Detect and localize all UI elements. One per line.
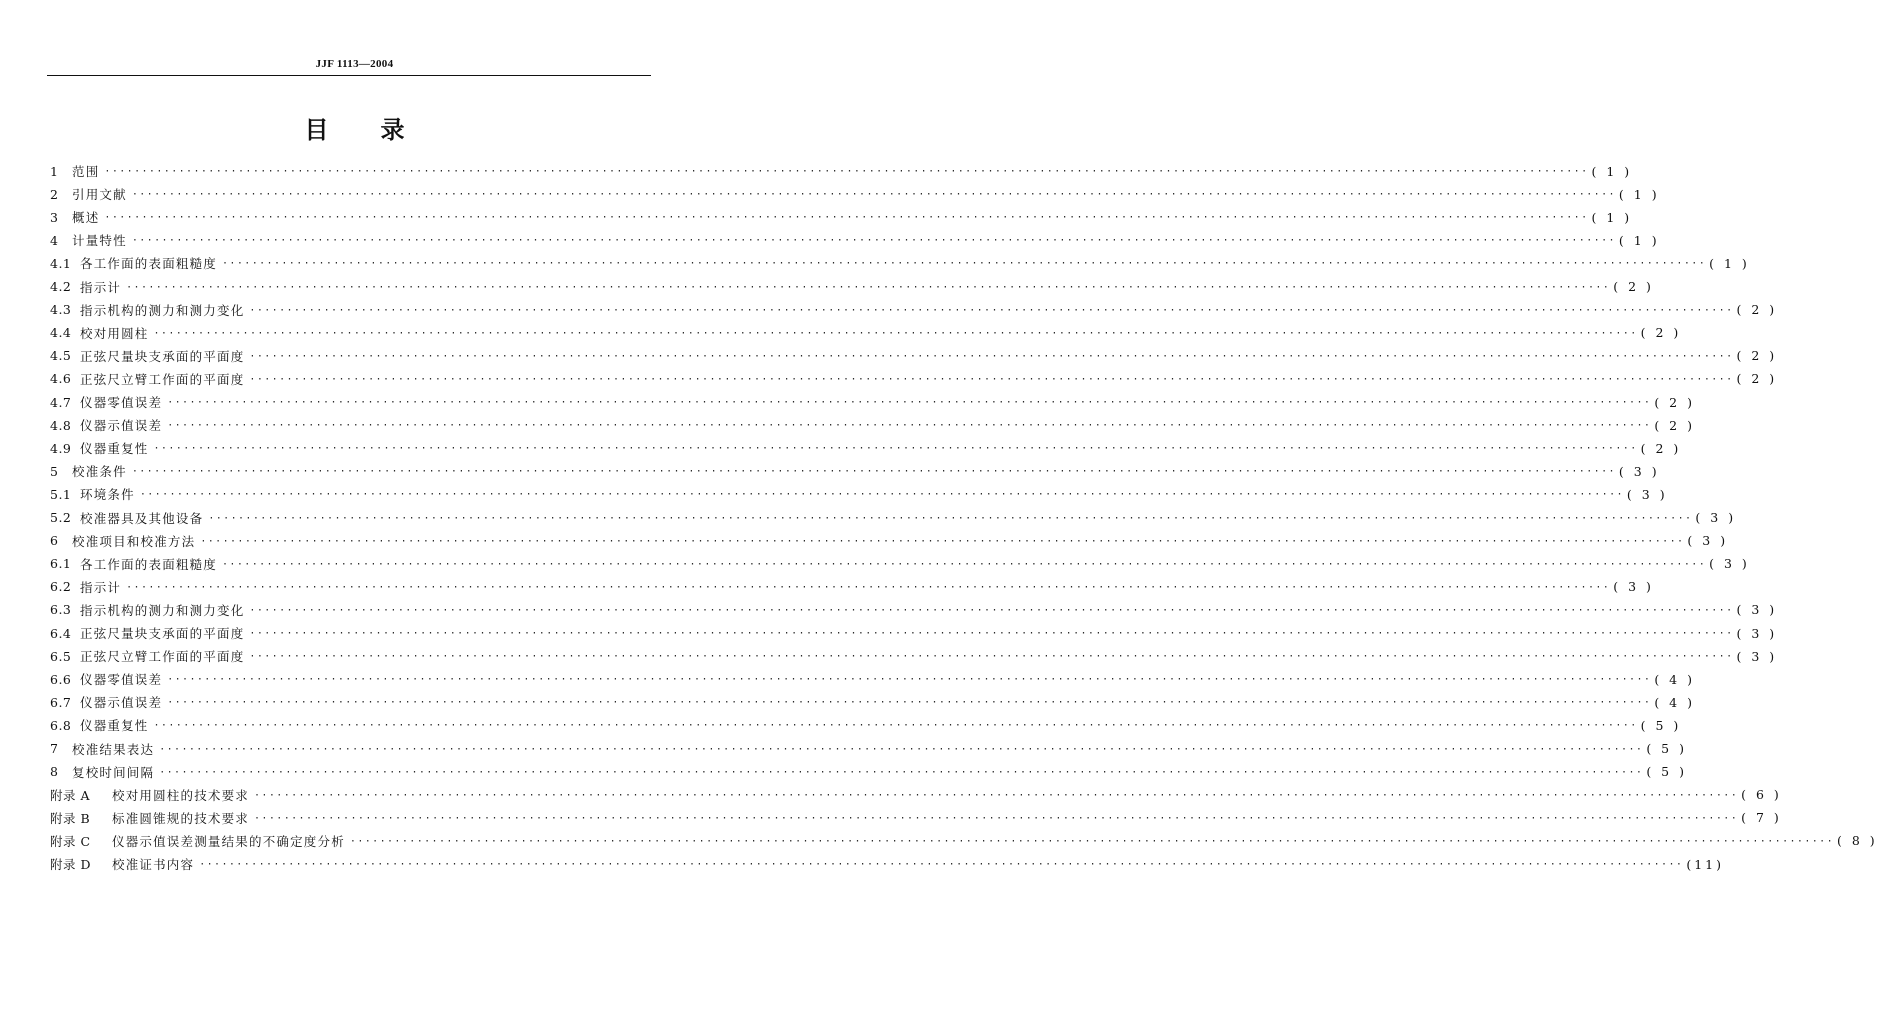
toc-entry xyxy=(50,831,1878,851)
document-code: JJF 1113—2004 xyxy=(315,58,394,70)
toc-entry xyxy=(50,323,1682,343)
toc-entry-page: ( 5 ) xyxy=(1646,741,1687,756)
toc-entry xyxy=(50,300,1778,320)
toc-entry-title: 指示计 xyxy=(80,579,122,595)
toc-entry-number: 6.8 xyxy=(50,717,72,733)
toc-entry xyxy=(50,438,1682,458)
toc-entry-page: ( 5 ) xyxy=(1640,717,1682,733)
header-rule xyxy=(47,75,651,76)
page-title: 目录 xyxy=(304,116,457,144)
toc-entry xyxy=(50,230,1660,250)
toc-entry-page: ( 3 ) xyxy=(1736,602,1778,618)
toc-entry xyxy=(50,392,1695,412)
toc-entry xyxy=(50,508,1737,528)
toc-entry xyxy=(50,531,1729,551)
toc-leader-dots: ········································································································································································································ xyxy=(167,420,1652,432)
toc-entry-title: 正弦尺量块支承面的平面度 xyxy=(80,348,245,364)
toc-entry-page: ( 5 ) xyxy=(1646,764,1687,780)
toc-entry-page: ( 2 ) xyxy=(1640,440,1682,456)
toc-entry-title: 指示计 xyxy=(80,279,122,295)
toc-entry xyxy=(50,184,1660,204)
toc-entry-page: ( 3 ) xyxy=(1736,625,1778,641)
toc-entry-page: ( 1 ) xyxy=(1618,232,1660,248)
toc-entry-title: 环境条件 xyxy=(80,487,135,503)
toc-entry-page: ( 3 ) xyxy=(1618,463,1660,479)
toc-leader-dots: ········································································································································································································ xyxy=(222,558,1707,570)
toc-entry-title: 校准器具及其他设备 xyxy=(80,510,204,526)
toc-entry-title: 仪器示值误差测量结果的不确定度分析 xyxy=(112,833,345,849)
toc-leader-dots: ········································································································································································································ xyxy=(249,604,1734,616)
toc-entry-number: 6.3 xyxy=(50,602,72,618)
toc-entry-title: 各工作面的表面粗糙度 xyxy=(80,556,218,572)
toc-entry-page: ( 2 ) xyxy=(1640,325,1682,341)
toc-entry-page: ( 2 ) xyxy=(1654,417,1695,433)
toc-entry-number: 4.5 xyxy=(50,348,72,364)
toc-entry-title: 校准项目和校准方法 xyxy=(72,533,196,549)
toc-entry-number: 6.2 xyxy=(50,579,72,595)
toc-entry xyxy=(50,808,1782,828)
toc-entry-number: 7 xyxy=(50,741,59,756)
toc-entry xyxy=(50,669,1695,689)
toc-entry-page: (11) xyxy=(1686,856,1724,872)
toc-entry xyxy=(50,346,1778,366)
toc-leader-dots: ········································································································································································································ xyxy=(249,628,1734,639)
toc-entry xyxy=(50,600,1778,620)
toc-leader-dots: ········································································································································································································ xyxy=(131,235,1616,247)
toc-entry-page: ( 2 ) xyxy=(1613,279,1654,294)
toc-entry-title: 校准条件 xyxy=(72,464,127,480)
toc-entry-page: ( 7 ) xyxy=(1741,810,1782,826)
toc-entry-title: 范围 xyxy=(72,164,100,179)
toc-entry-page: ( 3 ) xyxy=(1695,510,1737,525)
toc-entry-number: 3 xyxy=(50,209,59,225)
toc-entry xyxy=(50,415,1695,435)
toc-leader-dots: ········································································································································································································ xyxy=(167,674,1652,686)
toc-entry-number: 4.2 xyxy=(50,279,72,294)
toc-entry-number: 附录 C xyxy=(50,833,91,849)
toc-entry xyxy=(50,623,1778,643)
toc-entry-title: 引用文献 xyxy=(72,187,127,203)
toc-leader-dots: ········································································································································································································ xyxy=(104,166,1589,177)
toc-entry-page: ( 4 ) xyxy=(1654,694,1695,710)
toc-entry-title: 正弦尺立臂工作面的平面度 xyxy=(80,649,245,665)
toc-entry-title: 仪器零值误差 xyxy=(80,672,163,688)
toc-entry xyxy=(50,715,1682,735)
toc-entry-number: 5.1 xyxy=(50,486,72,502)
toc-leader-dots: ········································································································································································································ xyxy=(200,535,1685,547)
toc-leader-dots: ········································································································································································································ xyxy=(167,397,1652,408)
toc-entry-number: 附录 A xyxy=(50,787,91,803)
toc-entry-page: ( 2 ) xyxy=(1736,302,1778,318)
toc-leader-dots: ········································································································································································································ xyxy=(167,697,1652,709)
toc-entry xyxy=(50,854,1724,874)
toc-leader-dots: ········································································································································································································ xyxy=(153,327,1638,339)
toc-entry-title: 校准证书内容 xyxy=(112,857,195,872)
toc-entry-number: 4 xyxy=(50,232,59,248)
toc-entry-title: 标准圆锥规的技术要求 xyxy=(112,810,250,826)
toc-entry-number: 4.8 xyxy=(50,417,72,433)
toc-entry-title: 指示机构的测力和测力变化 xyxy=(80,302,245,318)
toc-leader-dots: ········································································································································································································ xyxy=(126,281,1611,293)
toc-entry xyxy=(50,369,1778,389)
toc-entry-page: ( 1 ) xyxy=(1591,209,1633,225)
toc-entry-title: 复校时间间隔 xyxy=(72,764,155,780)
toc-entry-number: 5 xyxy=(50,463,59,479)
toc-leader-dots: ········································································································································································································ xyxy=(254,789,1739,801)
toc-entry-page: ( 2 ) xyxy=(1736,348,1778,364)
toc-leader-dots: ········································································································································································································ xyxy=(249,373,1734,385)
toc-entry-page: ( 1 ) xyxy=(1618,186,1660,202)
toc-entry-number: 6.7 xyxy=(50,694,72,710)
toc-entry-title: 指示机构的测力和测力变化 xyxy=(80,602,245,618)
toc-entry-number: 附录 B xyxy=(50,810,91,826)
toc-leader-dots: ········································································································································································································ xyxy=(349,835,1835,847)
toc-entry-title: 计量特性 xyxy=(72,233,127,249)
toc-entry-title: 正弦尺立臂工作面的平面度 xyxy=(80,371,245,387)
toc-entry-number: 附录 D xyxy=(50,857,91,872)
toc-entry-number: 4.3 xyxy=(50,302,72,318)
toc-leader-dots: ········································································································································································································ xyxy=(249,304,1734,316)
toc-entry-number: 4.4 xyxy=(50,325,72,341)
toc-entry-number: 2 xyxy=(50,186,59,202)
toc-leader-dots: ········································································································································································································ xyxy=(249,350,1734,362)
toc-leader-dots: ········································································································································································································ xyxy=(159,766,1644,778)
toc-leader-dots: ········································································································································································································ xyxy=(153,720,1638,732)
toc-entry-number: 4.6 xyxy=(50,371,72,387)
toc-entry-page: ( 2 ) xyxy=(1736,371,1778,387)
toc-entry-page: ( 4 ) xyxy=(1654,671,1695,687)
toc-entry-title: 各工作面的表面粗糙度 xyxy=(80,256,218,272)
toc-entry-page: ( 6 ) xyxy=(1741,787,1782,803)
toc-entry xyxy=(50,762,1687,782)
toc-entry-title: 校准结果表达 xyxy=(72,741,155,757)
toc-entry-number: 6.4 xyxy=(50,625,72,641)
toc-entry-number: 6.6 xyxy=(50,671,72,687)
toc-entry-title: 校对用圆柱的技术要求 xyxy=(112,787,250,803)
toc-leader-dots: ········································································································································································································ xyxy=(249,651,1734,663)
toc-entry-title: 仪器重复性 xyxy=(80,441,149,457)
toc-entry xyxy=(50,277,1654,297)
toc-entry xyxy=(50,785,1782,805)
toc-leader-dots: ········································································································································································································ xyxy=(131,189,1616,201)
toc-entry-title: 仪器示值误差 xyxy=(80,418,163,434)
toc-entry-page: ( 3 ) xyxy=(1687,533,1729,549)
toc-entry-number: 4.7 xyxy=(50,394,72,410)
toc-entry-page: ( 3 ) xyxy=(1626,486,1668,502)
toc-entry-number: 4.1 xyxy=(50,255,72,271)
toc-entry-title: 校对用圆柱 xyxy=(80,325,149,341)
toc-entry-title: 仪器零值误差 xyxy=(80,395,163,410)
toc-entry xyxy=(50,646,1778,666)
toc-leader-dots: ········································································································································································································ xyxy=(222,258,1707,270)
toc-entry xyxy=(50,577,1654,597)
toc-leader-dots: ········································································································································································································ xyxy=(208,512,1693,524)
toc-entry-title: 概述 xyxy=(72,210,100,226)
toc-entry-number: 1 xyxy=(50,163,59,179)
toc-entry xyxy=(50,161,1633,181)
toc-entry-title: 正弦尺量块支承面的平面度 xyxy=(80,626,245,641)
toc-entry xyxy=(50,554,1750,574)
toc-entry-number: 6.5 xyxy=(50,648,72,664)
toc-entry-page: ( 1 ) xyxy=(1591,163,1633,179)
toc-entry-title: 仪器示值误差 xyxy=(80,695,163,711)
toc-entry-number: 6.1 xyxy=(50,556,72,572)
toc-leader-dots: ········································································································································································································ xyxy=(104,212,1589,224)
toc-entry xyxy=(50,253,1750,273)
toc-entry xyxy=(50,692,1695,712)
toc-entry xyxy=(50,461,1660,481)
toc-entry-number: 4.9 xyxy=(50,440,72,456)
toc-entry xyxy=(50,207,1633,227)
toc-entry-page: ( 8 ) xyxy=(1837,833,1878,849)
toc-entry-title: 仪器重复性 xyxy=(80,718,149,734)
toc-entry-number: 8 xyxy=(50,764,59,780)
toc-entry-page: ( 2 ) xyxy=(1654,394,1695,410)
toc-entry xyxy=(50,739,1687,759)
toc-entry-number: 6 xyxy=(50,533,59,549)
toc-leader-dots: ········································································································································································································ xyxy=(159,743,1644,755)
toc-leader-dots: ········································································································································································································ xyxy=(153,443,1638,455)
toc-leader-dots: ········································································································································································································ xyxy=(139,489,1624,501)
toc-entry-number: 5.2 xyxy=(50,510,72,525)
toc-entry-page: ( 3 ) xyxy=(1709,556,1750,572)
toc-entry-page: ( 3 ) xyxy=(1613,579,1654,595)
toc-entry-page: ( 3 ) xyxy=(1736,648,1778,664)
toc-leader-dots: ········································································································································································································ xyxy=(131,466,1616,478)
toc-leader-dots: ········································································································································································································ xyxy=(254,812,1739,824)
toc-leader-dots: ········································································································································································································ xyxy=(126,581,1611,593)
toc-entry xyxy=(50,484,1668,504)
toc-entry-page: ( 1 ) xyxy=(1709,255,1750,271)
toc-leader-dots: ········································································································································································································ xyxy=(199,859,1684,870)
